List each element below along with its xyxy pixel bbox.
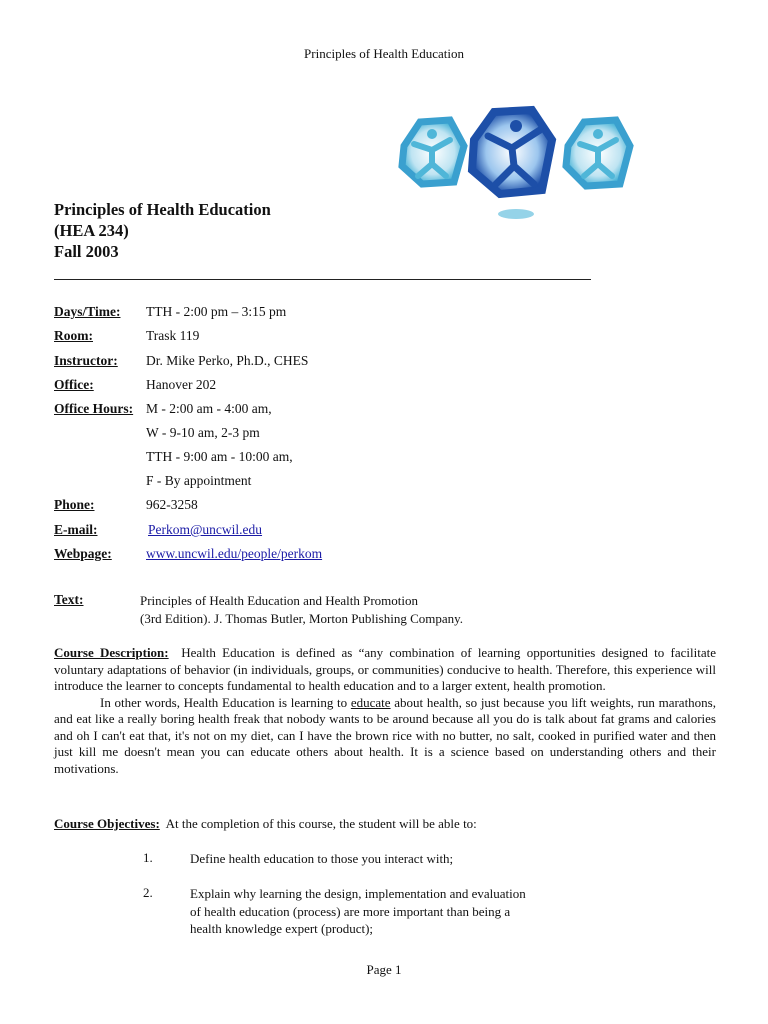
office-hours-line: M - 2:00 am - 4:00 am, — [146, 401, 272, 416]
office-hours-line: F - By appointment — [146, 473, 252, 488]
objective-text: Define health education to those you interact with; — [190, 851, 454, 866]
days-value: TTH - 2:00 pm – 3:15 pm — [146, 304, 287, 319]
textbook-title: Principles of Health Education and Health Promotion — [140, 593, 418, 608]
course-description-text: Health Education is defined as “any combination of learning opportunities designed to facilitate voluntary adaptations of behavior (in individuals, groups, or communities) conducive to health. Therefore, this experience will introduce the learner to concepts fundamental to health education and to a larger extent, health promotion. — [54, 645, 717, 693]
objective-number: 2. — [143, 885, 153, 900]
email-label: E-mail: — [54, 522, 98, 537]
logo-ring-right — [566, 120, 630, 186]
course-description — [54, 645, 716, 777]
educate-term: educate — [350, 694, 391, 710]
email-link[interactable]: Perkom@uncwil.edu — [148, 522, 263, 537]
office-hours-line: W - 9-10 am, 2-3 pm — [146, 425, 260, 440]
course-description-text-2a: In other words, Health Education is learning to — [100, 694, 351, 710]
logo-ring-center — [472, 110, 552, 194]
instructor-label: Instructor: — [54, 353, 118, 368]
course-objectives-intro — [54, 816, 716, 833]
office-hours-line: TTH - 9:00 am - 10:00 am, — [146, 449, 293, 464]
course-term: Fall 2003 — [54, 242, 119, 261]
course-objectives-text: At the completion of this course, the student will be able to: — [165, 816, 477, 831]
webpage-link[interactable]: www.uncwil.edu/people/perkom — [146, 546, 323, 561]
course-objectives-label: Course Objectives: — [54, 816, 160, 831]
objective-text: health knowledge expert (product); — [190, 921, 374, 936]
room-label: Room: — [54, 328, 93, 343]
room-value: Trask 119 — [146, 328, 200, 343]
objective-text: of health education (process) are more important than being a — [190, 904, 511, 919]
instructor-value: Dr. Mike Perko, Ph.D., CHES — [146, 353, 309, 368]
office-label: Office: — [54, 377, 94, 392]
phone-label: Phone: — [54, 497, 95, 512]
webpage-label: Webpage: — [54, 546, 112, 561]
textbook-edition: (3rd Edition). J. Thomas Butler, Morton Publishing Company. — [140, 611, 464, 626]
page-number: Page 1 — [366, 962, 402, 977]
days-label: Days/Time: — [54, 304, 121, 319]
text-label: Text: — [54, 592, 84, 607]
course-description-label: Course Description: — [54, 645, 169, 660]
title-divider — [54, 279, 591, 280]
course-title: Principles of Health Education — [54, 200, 271, 219]
logo-ring-left — [402, 120, 464, 184]
office-hours-label: Office Hours: — [54, 401, 134, 416]
objective-number: 1. — [143, 850, 153, 865]
three-figures-logo — [392, 104, 654, 228]
phone-value: 962-3258 — [146, 497, 198, 512]
running-header: Principles of Health Education — [304, 46, 464, 61]
objective-text: Explain why learning the design, implementation and evaluation — [190, 886, 526, 901]
course-description-text-2b: about health, so just because you lift weights, run marathons, and eat like a really boring health freak that nobody wants to be around because all you do is talk about fat grams and calories and oh I can't eat that, it's not on my diet, can I have the brown rice with no butter, no salt, cooked in purified water and then just kill me doesn't mean you can educate others about health. It is a science based on understanding others and their motivations. — [54, 694, 716, 776]
office-value: Hanover 202 — [146, 377, 217, 392]
course-code: (HEA 234) — [54, 221, 129, 240]
